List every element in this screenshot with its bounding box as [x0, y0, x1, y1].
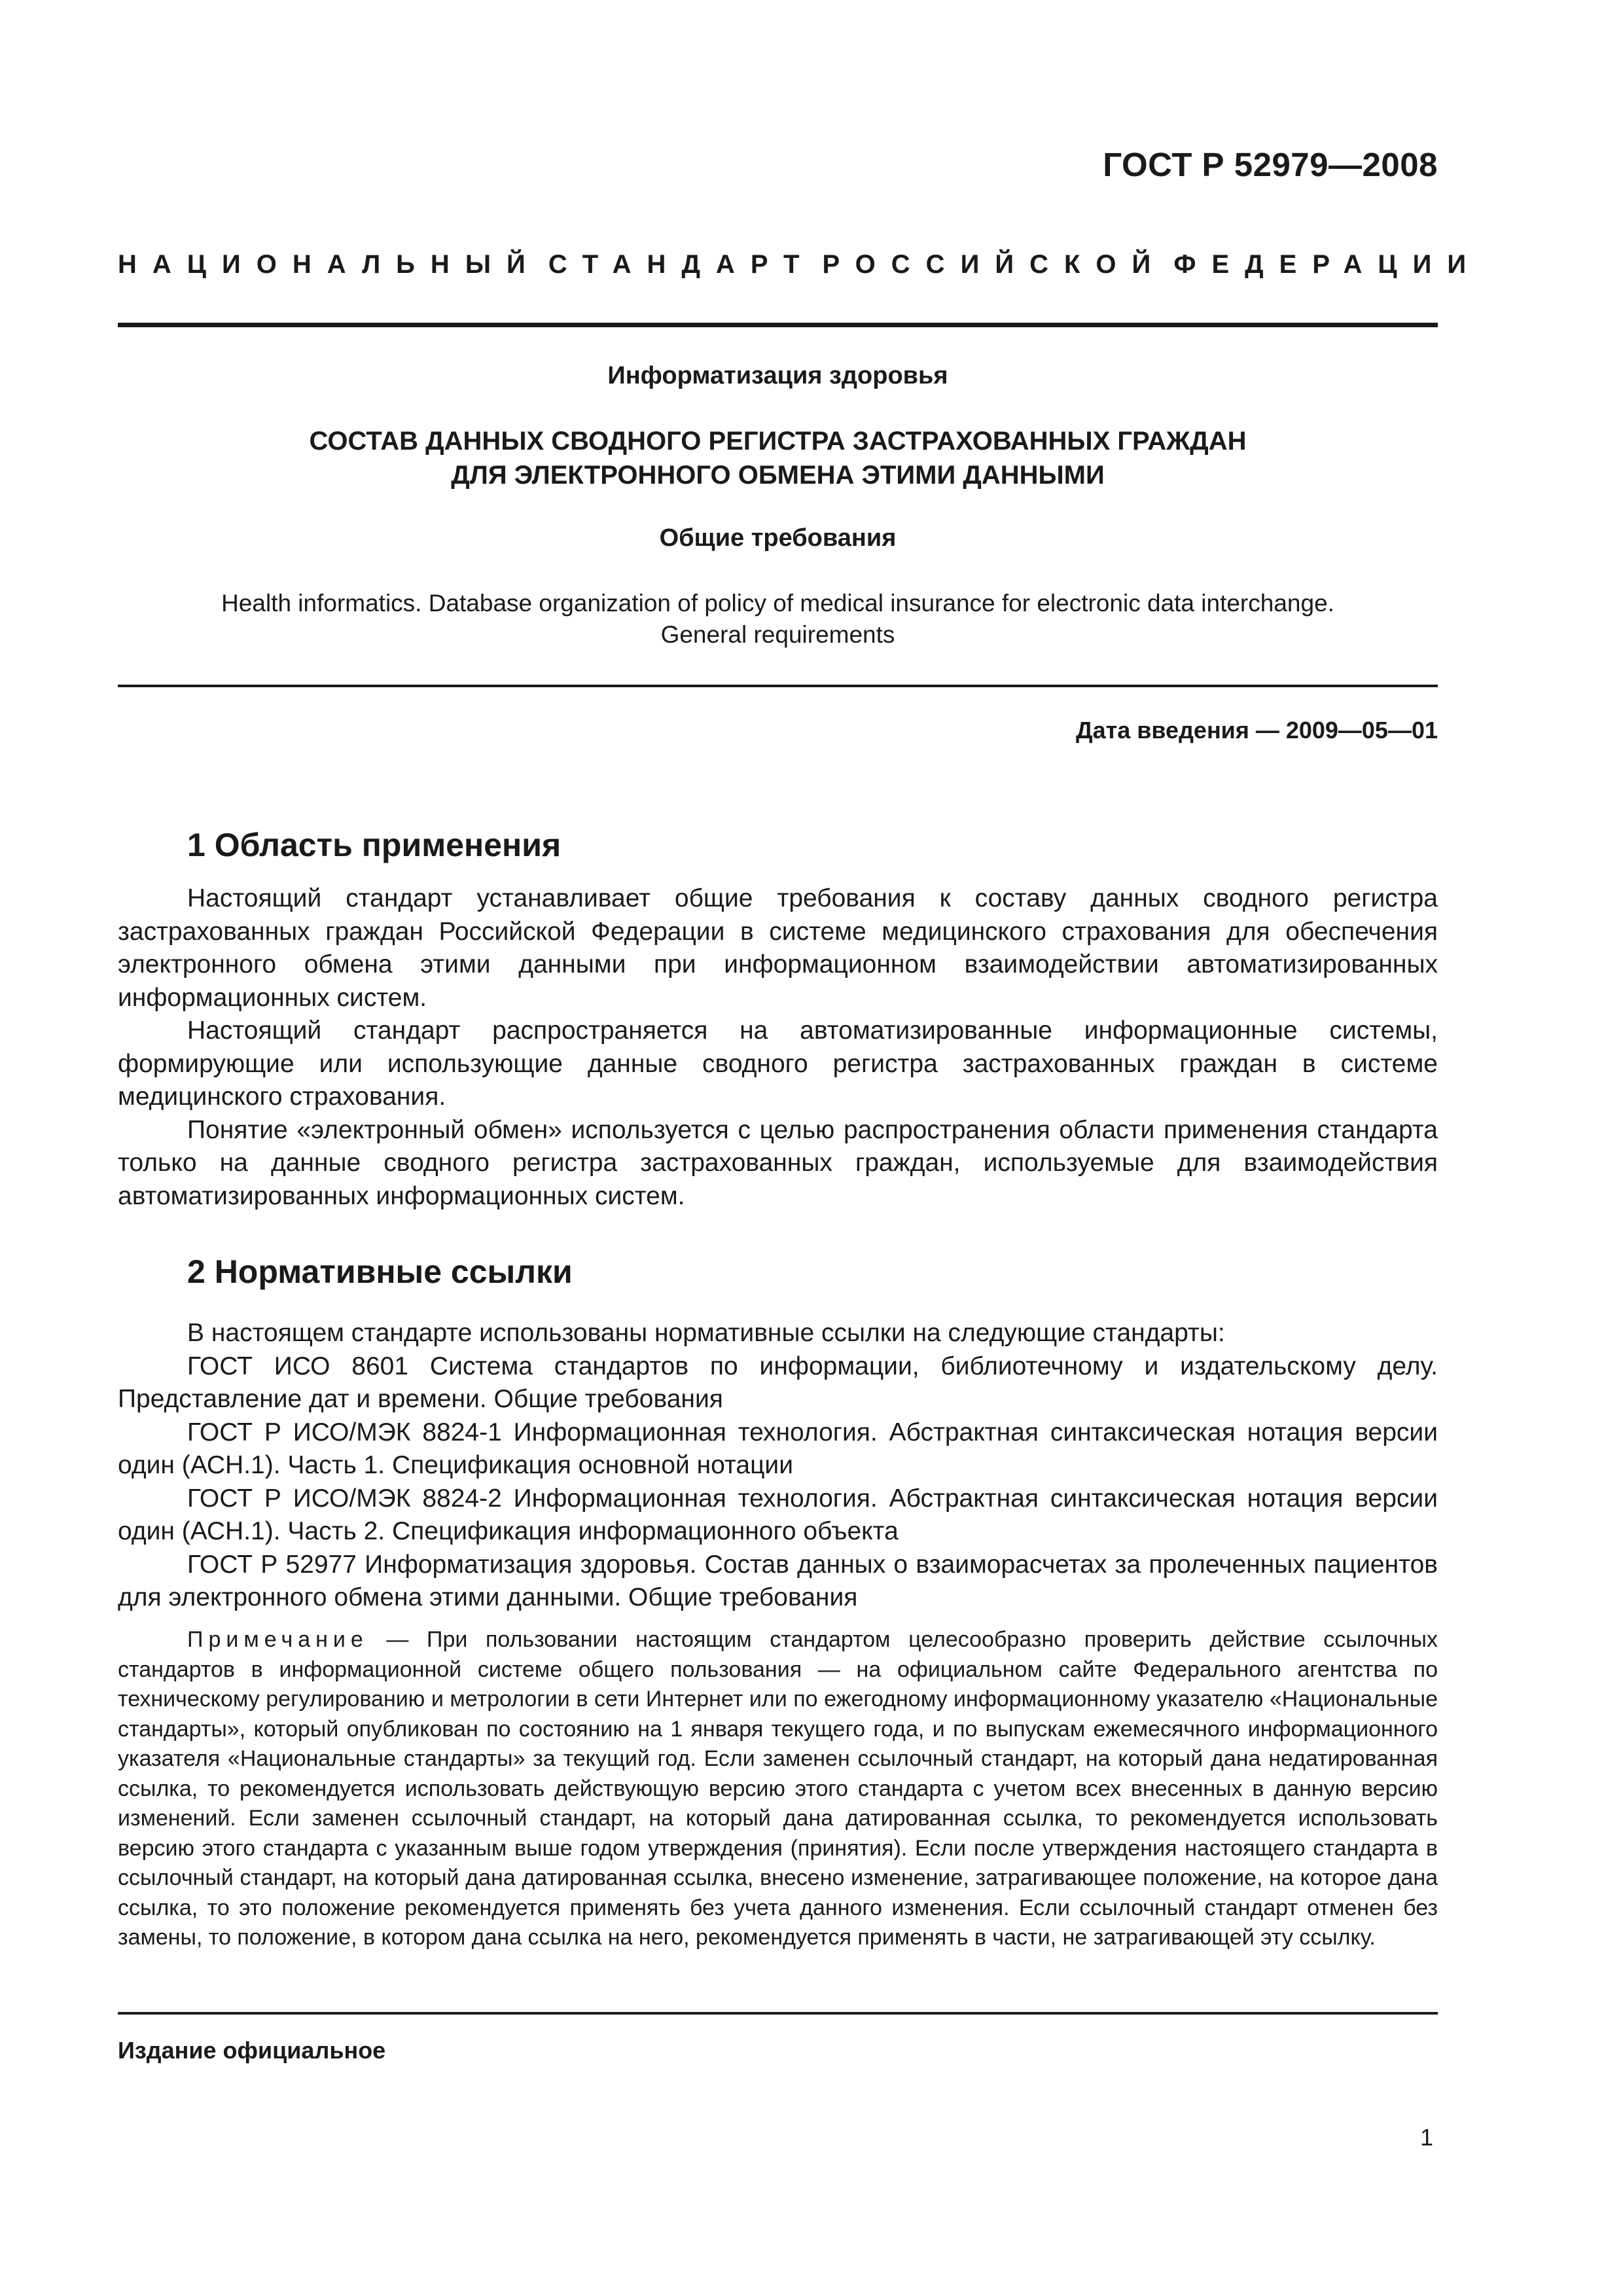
english-title	[118, 588, 1438, 651]
section-1-body	[118, 882, 1438, 1213]
note-block	[118, 1625, 1438, 1953]
paragraph: Настоящий стандарт устанавливает общие требования к составу данных сводного регистра застрахованных граждан Российской Федерации в системе медицинского страхования для обеспечения электронного обмена этими данными при информационном взаимодействии автоматизированных информационных систем.	[118, 884, 1438, 1012]
note-text: — При пользовании настоящим стандартом целесообразно проверить действие ссылочных стандартов в информационной системе общего пользования — на официальном сайте Федерального агентства по техническому регулированию и метрологии в сети Интернет или по ежегодному информационному указателю «Национальные стандарты», который опубликован по состоянию на 1 января текущего года, и по выпускам ежемесячного информационного указателя «Национальные стандарты» за текущий год. Если заменен ссылочный стандарт, на который дана недатированная ссылка, то рекомендуется использовать действующую версию этого стандарта с учетом всех внесенных в данную версию изменений. Если заменен ссылочный стандарт, на который дана датированная ссылка, то рекомендуется использовать версию этого стандарта с указанным выше годом утверждения (принятия). Если после утверждения настоящего стандарта в ссылочный стандарт, на который дана датированная ссылка, внесено изменение, затрагивающее положение, на которое дана ссылка, то это положение рекомендуется применять без учета данного изменения. Если ссылочный стандарт отменен без замены, то положение, в котором дана ссылка на него, рекомендуется применять в части, не затрагивающей эту ссылку.	[118, 1627, 1438, 1950]
english-title-line: General requirements	[660, 621, 895, 648]
banner-word: СТАНДАРТ	[548, 250, 815, 279]
note-label: Примечание	[187, 1627, 368, 1652]
document-title	[118, 424, 1438, 492]
english-title-line: Health informatics. Database organization of policy of medical insurance for electronic data interchange.	[221, 590, 1334, 617]
section-1-heading: 1 Область применения	[187, 827, 562, 863]
title-line: ДЛЯ ЭЛЕКТРОННОГО ОБМЕНА ЭТИМИ ДАННЫМИ	[451, 461, 1105, 490]
banner-word: ФЕДЕРАЦИИ	[1173, 250, 1482, 279]
paragraph: Настоящий стандарт распространяется на автоматизированные информационные системы, формирующие или использующие данные сводного регистра застрахованных граждан в системе медицинского страхования.	[118, 1016, 1438, 1111]
document-number: ГОСТ Р 52979—2008	[1103, 146, 1438, 183]
reference-item: ГОСТ Р ИСО/МЭК 8824-1 Информационная технология. Абстрактная синтаксическая нотация версии один (АСН.1). Часть 1. Спецификация основной нотации	[118, 1418, 1438, 1479]
reference-item: ГОСТ ИСО 8601 Система стандартов по информации, библиотечному и издательскому делу. Представление дат и времени. Общие требования	[118, 1352, 1438, 1413]
header-divider	[118, 323, 1438, 327]
footer-divider	[118, 2012, 1438, 2015]
introduction-date: Дата введения — 2009—05—01	[1075, 717, 1438, 744]
title-line: СОСТАВ ДАННЫХ СВОДНОГО РЕГИСТРА ЗАСТРАХОВАННЫХ ГРАЖДАН	[309, 427, 1247, 456]
reference-item: ГОСТ Р 52977 Информатизация здоровья. Состав данных о взаиморасчетах за пролеченных пациентов для электронного обмена этими данными. Общие требования	[118, 1550, 1438, 1611]
document-subject: Информатизация здоровья	[607, 362, 948, 389]
document-subtitle: Общие требования	[659, 524, 897, 552]
section-2-body	[118, 1317, 1438, 1615]
title-divider	[118, 685, 1438, 687]
edition-label: Издание официальное	[118, 2037, 386, 2064]
note-paragraph	[118, 1625, 1438, 1953]
banner-word: РОССИЙСКОЙ	[822, 250, 1167, 279]
section-2-heading: 2 Нормативные ссылки	[187, 1253, 573, 1290]
reference-item: ГОСТ Р ИСО/МЭК 8824-2 Информационная технология. Абстрактная синтаксическая нотация версии один (АСН.1). Часть 2. Спецификация информационного объекта	[118, 1484, 1438, 1545]
banner-word: НАЦИОНАЛЬНЫЙ	[118, 250, 541, 279]
national-standard-banner	[118, 250, 1482, 279]
page-number: 1	[1419, 2124, 1433, 2151]
paragraph: Понятие «электронный обмен» используется с целью распространения области применения стандарта только на данные сводного регистра застрахованных граждан, используемые для взаимодействия автоматизированных информационных систем.	[118, 1115, 1438, 1210]
paragraph: В настоящем стандарте использованы нормативные ссылки на следующие стандарты:	[187, 1319, 1225, 1347]
